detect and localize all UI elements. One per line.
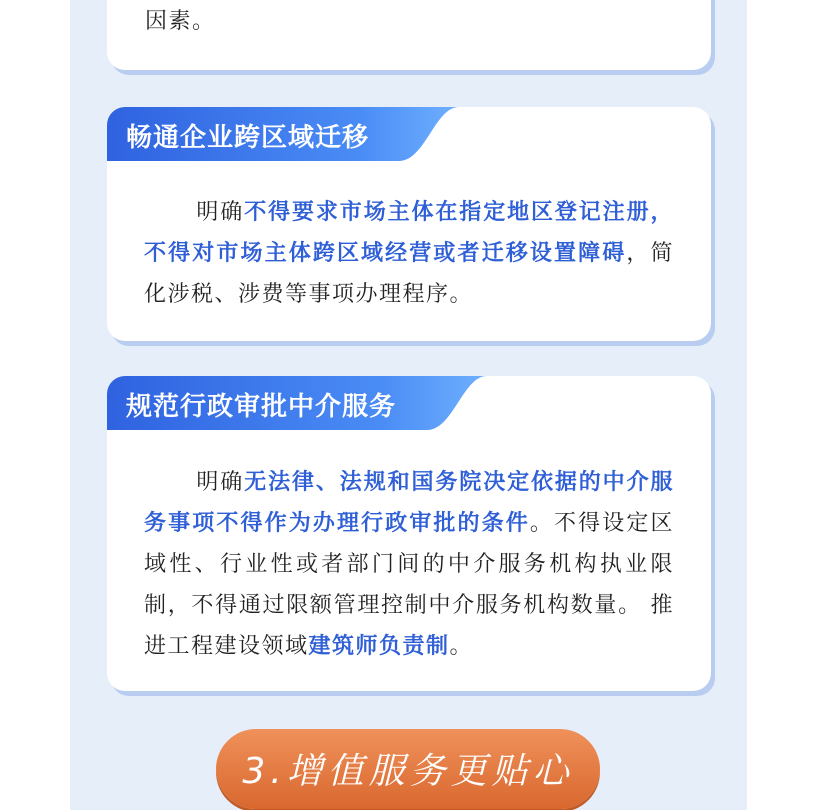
previous-card-text: 因素。 (145, 9, 216, 34)
card-title: 规范行政审批中介服务 (126, 392, 397, 422)
highlighted-text: 无法律、法规和国务院决定依据的中介服务事项不得作为办理行政审批的条件 (144, 470, 674, 536)
card-body-relocation (144, 192, 674, 315)
card-header-relocation (107, 107, 459, 161)
section-heading-label: 3.增值服务更贴心 (242, 751, 574, 792)
card-body-intermediary (144, 462, 674, 667)
highlighted-text: 不得要求市场主体在指定地区登记注册，不得对市场主体跨区域经营或者迁移设置障碍 (144, 200, 674, 266)
body-text: 明确 (196, 200, 245, 225)
highlighted-text: 建筑师负责制 (308, 634, 450, 659)
body-text: 。不得设定区域性、行业性或者部门间的中介服务机构执业限制，不得通过限额管理控制中介服务机构数量。 推进工程建设领域 (144, 511, 674, 659)
card-header-intermediary (107, 376, 487, 430)
body-text: ，简化涉税、涉费等事项办理程序。 (144, 241, 674, 307)
section-heading-button[interactable] (216, 729, 600, 809)
body-text: 明确 (196, 470, 245, 495)
body-text: 。 (449, 634, 474, 659)
card-title: 畅通企业跨区域迁移 (126, 123, 370, 153)
